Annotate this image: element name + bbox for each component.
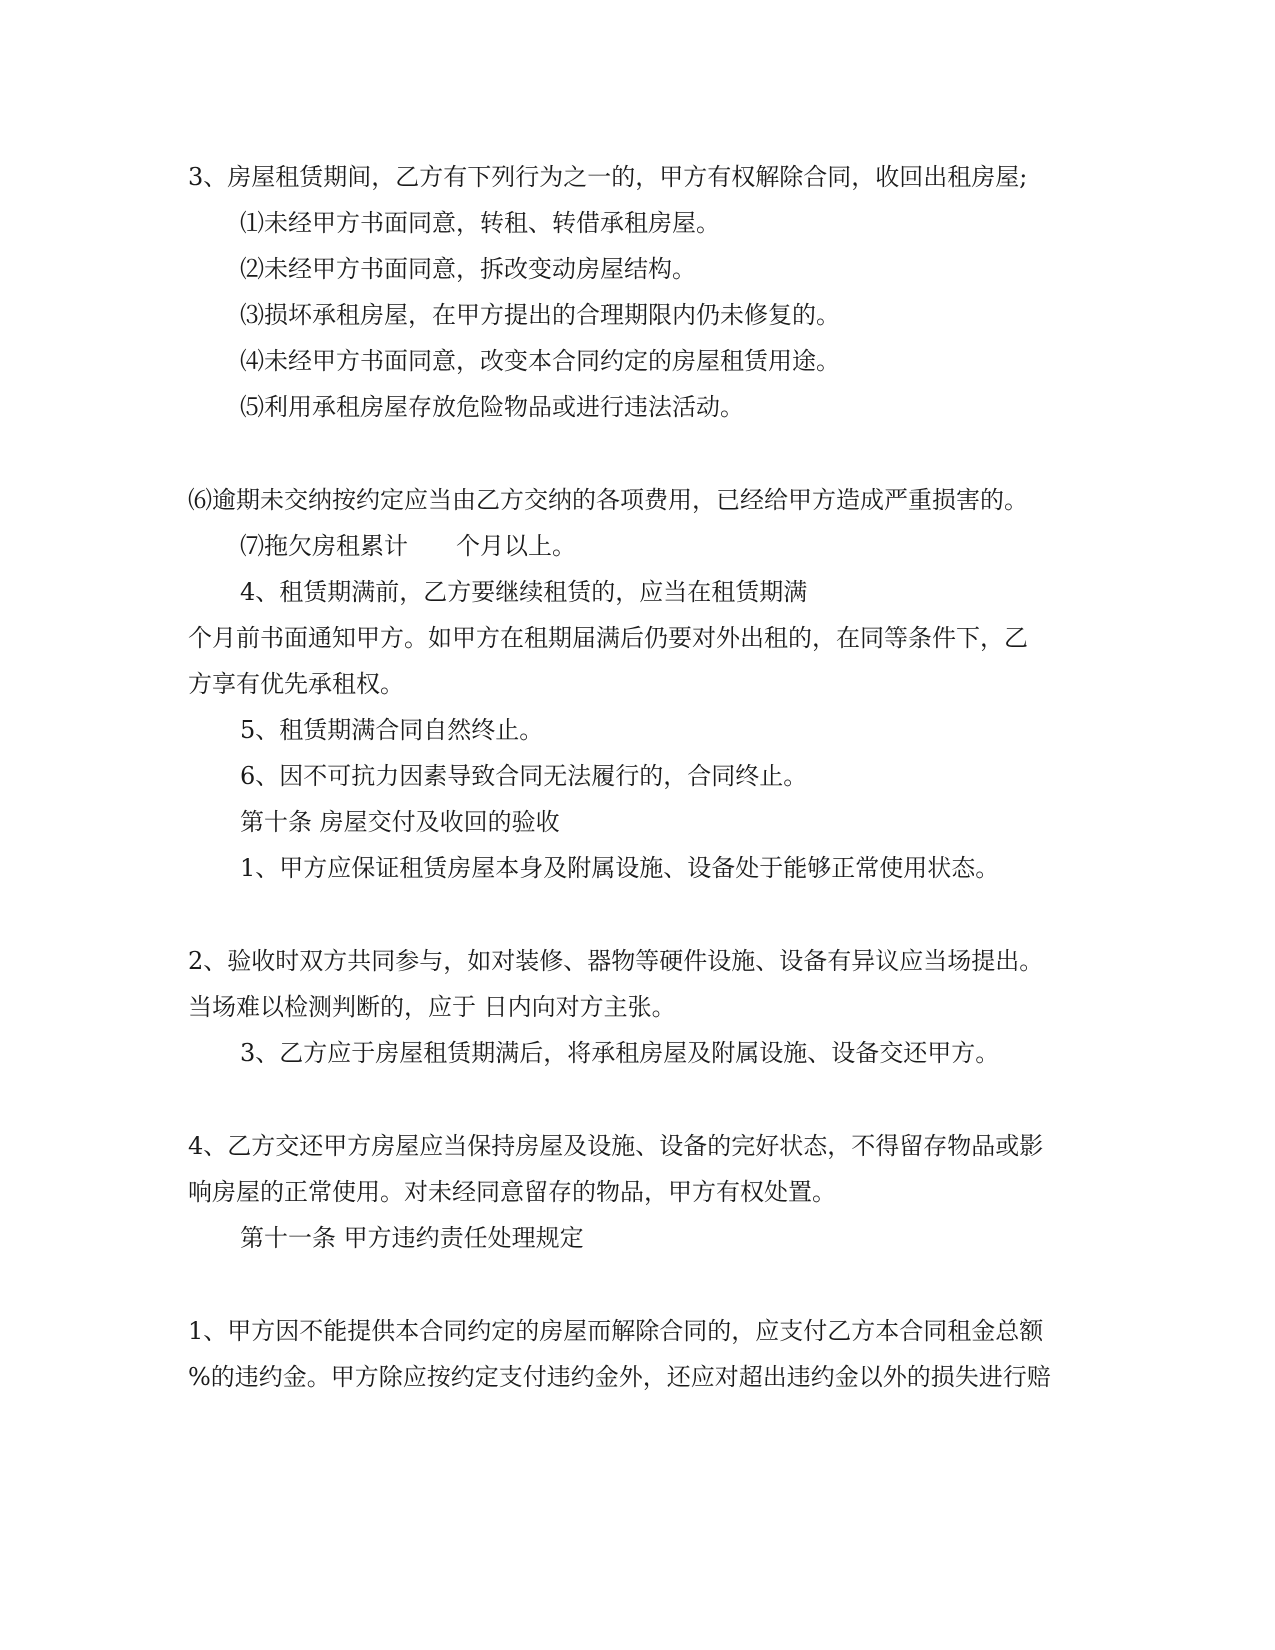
article-10-item-4-line-2: 响房屋的正常使用。对未经同意留存的物品，甲方有权处置。	[188, 1178, 836, 1206]
clause-4-line-2: 个月前书面通知甲方。如甲方在租期届满后仍要对外出租的，在同等条件下，乙	[188, 624, 1028, 652]
clause-4-line-3: 方享有优先承租权。	[188, 670, 404, 698]
clause-3-heading: 3、房屋租赁期间，乙方有下列行为之一的，甲方有权解除合同，收回出租房屋;	[188, 163, 1028, 191]
clause-3-item-1: ⑴未经甲方书面同意，转租、转借承租房屋。	[240, 209, 720, 237]
clause-3-item-7-part-1: ⑺拖欠房租累计	[240, 532, 408, 560]
article-11-title: 第十一条 甲方违约责任处理规定	[240, 1224, 584, 1252]
article-10-item-4-line-1: 4、乙方交还甲方房屋应当保持房屋及设施、设备的完好状态，不得留存物品或影	[188, 1132, 1044, 1160]
clause-3-item-4: ⑷未经甲方书面同意，改变本合同约定的房屋租赁用途。	[240, 347, 840, 375]
clause-5: 5、租赁期满合同自然终止。	[240, 716, 544, 744]
article-10-title: 第十条 房屋交付及收回的验收	[240, 808, 560, 836]
clause-4-line-1: 4、租赁期满前，乙方要继续租赁的，应当在租赁期满	[240, 578, 808, 606]
clause-3-item-6: ⑹逾期未交纳按约定应当由乙方交纳的各项费用，已经给甲方造成严重损害的。	[188, 486, 1028, 514]
clause-3-item-5: ⑸利用承租房屋存放危险物品或进行违法活动。	[240, 393, 744, 421]
article-10-item-3: 3、乙方应于房屋租赁期满后，将承租房屋及附属设施、设备交还甲方。	[240, 1039, 1000, 1067]
clause-6: 6、因不可抗力因素导致合同无法履行的，合同终止。	[240, 762, 808, 790]
clause-3-item-7-part-2: 个月以上。	[456, 532, 576, 560]
article-10-item-1: 1、甲方应保证租赁房屋本身及附属设施、设备处于能够正常使用状态。	[240, 854, 1000, 882]
article-10-item-2-line-2: 当场难以检测判断的，应于 日内向对方主张。	[188, 993, 676, 1021]
clause-3-item-7	[240, 531, 576, 561]
article-11-item-1-line-2: %的违约金。甲方除应按约定支付违约金外，还应对超出违约金以外的损失进行赔	[188, 1363, 1051, 1391]
clause-3-item-3: ⑶损坏承租房屋，在甲方提出的合理期限内仍未修复的。	[240, 301, 840, 329]
article-11-item-1-line-1: 1、甲方因不能提供本合同约定的房屋而解除合同的，应支付乙方本合同租金总额	[188, 1317, 1044, 1345]
clause-3-item-2: ⑵未经甲方书面同意，拆改变动房屋结构。	[240, 255, 696, 283]
article-10-item-2-line-1: 2、验收时双方共同参与，如对装修、器物等硬件设施、设备有异议应当场提出。	[188, 947, 1044, 975]
